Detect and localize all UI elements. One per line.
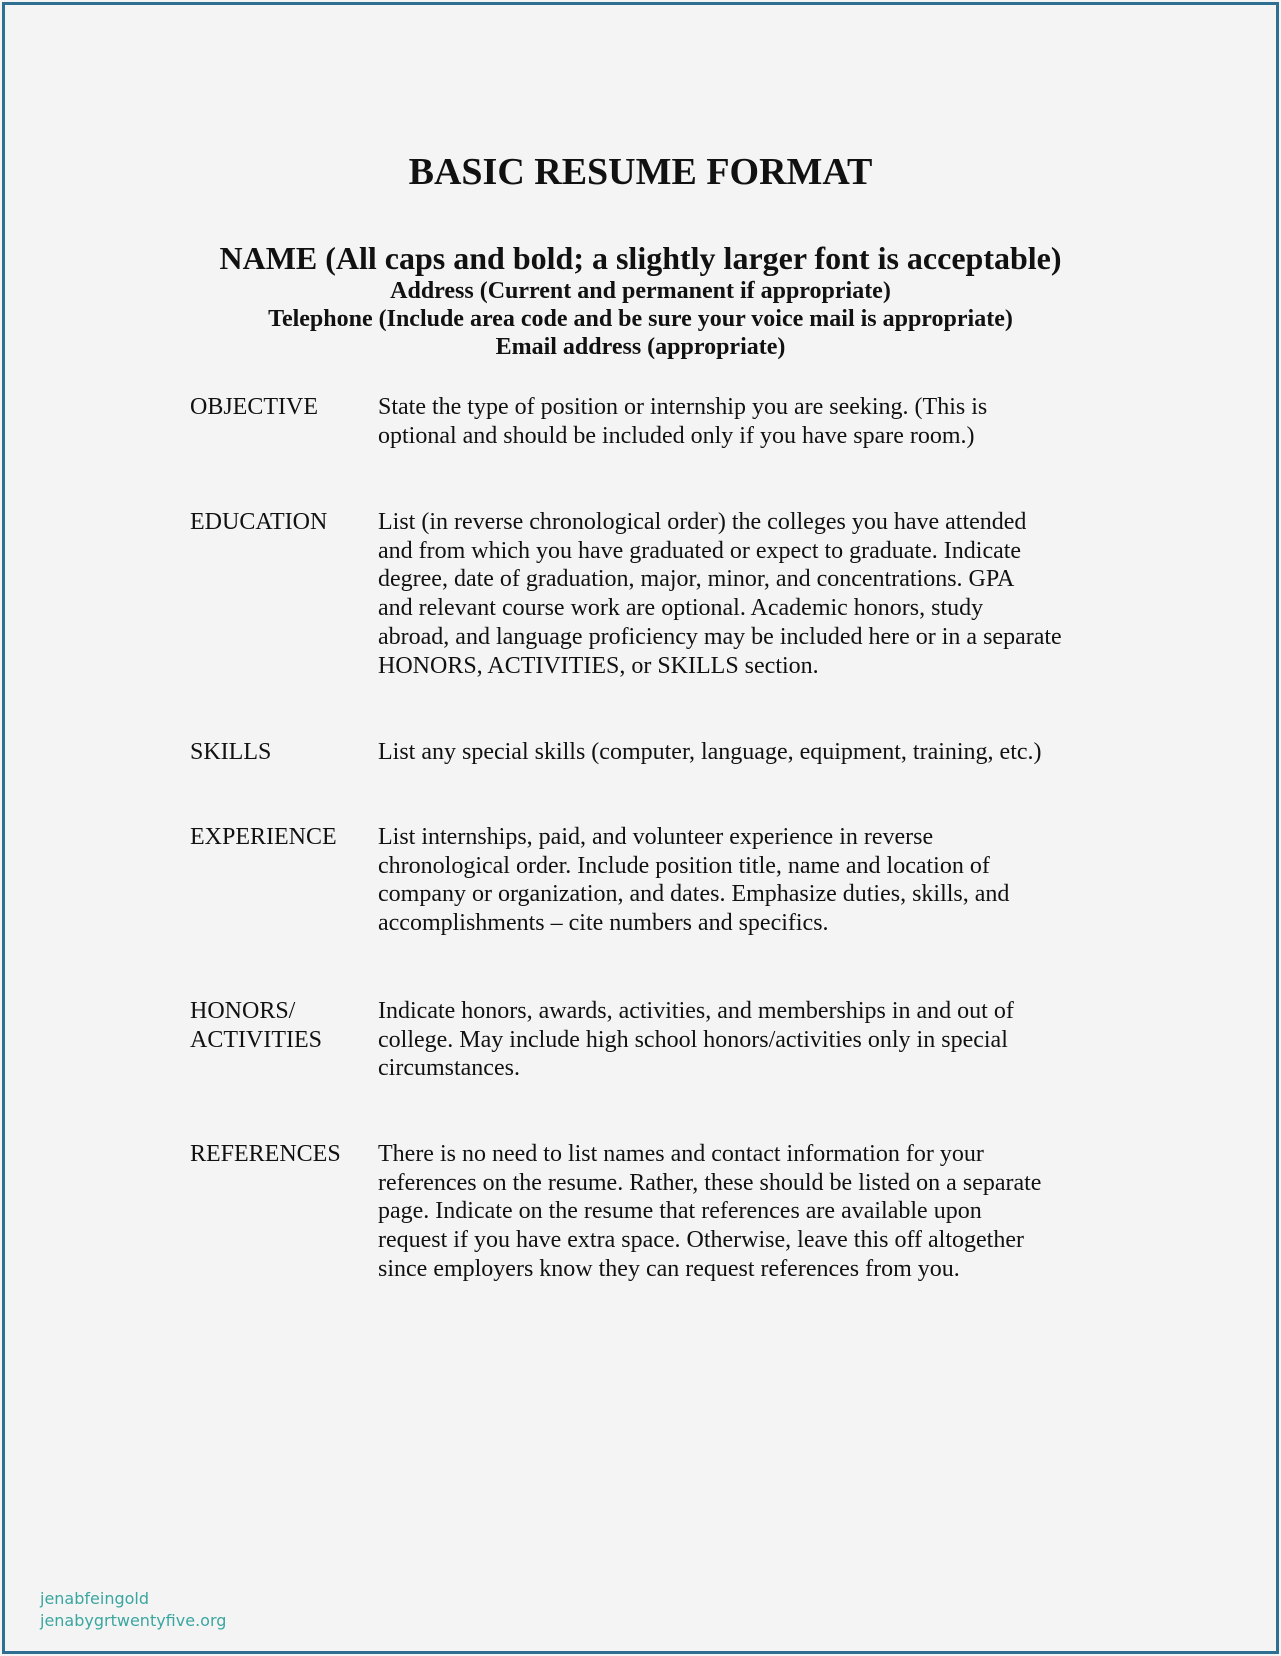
section-label-text: EDUCATION (190, 509, 328, 535)
telephone-line: Telephone (Include area code and be sure your voice mail is appropriate) (268, 306, 1013, 332)
section-body-education (378, 508, 1062, 680)
section-body-line: There is no need to list names and contact information for your (378, 1141, 984, 1167)
section-body-line: List (in reverse chronological order) the colleges you have attended (378, 509, 1027, 535)
watermark (40, 1588, 226, 1632)
section-body-line: since employers know they can request references from you. (378, 1255, 960, 1282)
section-body-line: and relevant course work are optional. Academic honors, study (378, 595, 984, 622)
section-label-skills (190, 738, 271, 767)
name-line: NAME (All caps and bold; a slightly larger font is acceptable) (219, 240, 1062, 276)
email-line: Email address (appropriate) (495, 334, 786, 360)
section-label-text: ACTIVITIES (190, 1026, 322, 1053)
address-line: Address (Current and permanent if appropriate) (390, 278, 891, 304)
section-body-experience (378, 823, 1009, 938)
section-body-line: degree, date of graduation, major, minor, and concentrations. GPA (378, 566, 1015, 593)
section-body-line: page. Indicate on the resume that references are available upon (378, 1198, 982, 1225)
section-body-line: and from which you have graduated or expect to graduate. Indicate (378, 537, 1022, 564)
section-body-line: company or organization, and dates. Emphasize duties, skills, and (378, 881, 1010, 908)
section-label-text: REFERENCES (190, 1141, 341, 1167)
section-label-text: SKILLS (190, 739, 272, 765)
section-body-line: college. May include high school honors/activities only in special (378, 1026, 1008, 1053)
section-body-line: List internships, paid, and volunteer experience in reverse (378, 824, 934, 850)
section-label-text: EXPERIENCE (190, 824, 337, 850)
section-body-line: State the type of position or internship you are seeking. (This is (378, 394, 988, 420)
section-label-text: HONORS/ (190, 998, 296, 1024)
section-body-line: references on the resume. Rather, these should be listed on a separate (378, 1169, 1042, 1196)
section-label-honors-activities (190, 997, 322, 1054)
section-body-line: abroad, and language proficiency may be included here or in a separate (378, 623, 1062, 650)
section-body-line: List any special skills (computer, language, equipment, training, etc.) (378, 739, 1042, 765)
section-body-line: HONORS, ACTIVITIES, or SKILLS section. (378, 652, 819, 679)
section-label-text: OBJECTIVE (190, 394, 318, 420)
section-body-objective (378, 393, 987, 450)
section-body-line: chronological order. Include position title, name and location of (378, 852, 990, 879)
document-title: BASIC RESUME FORMAT (408, 151, 873, 193)
section-body-skills (378, 738, 1042, 767)
section-label-education (190, 508, 327, 537)
section-body-line: circumstances. (378, 1055, 520, 1082)
watermark-text: jenabfeingold (40, 1589, 149, 1608)
section-label-references (190, 1140, 341, 1169)
section-body-line: accomplishments – cite numbers and specifics. (378, 910, 829, 937)
section-label-objective (190, 393, 318, 422)
section-body-references (378, 1140, 1041, 1284)
section-body-line: request if you have extra space. Otherwise, leave this off altogether (378, 1227, 1024, 1254)
section-body-line: optional and should be included only if you have spare room.) (378, 422, 975, 449)
section-body-line: Indicate honors, awards, activities, and memberships in and out of (378, 998, 1014, 1024)
section-body-honors-activities (378, 997, 1014, 1083)
section-label-experience (190, 823, 337, 852)
watermark-text: jenabygrtwentyfive.org (40, 1611, 227, 1630)
